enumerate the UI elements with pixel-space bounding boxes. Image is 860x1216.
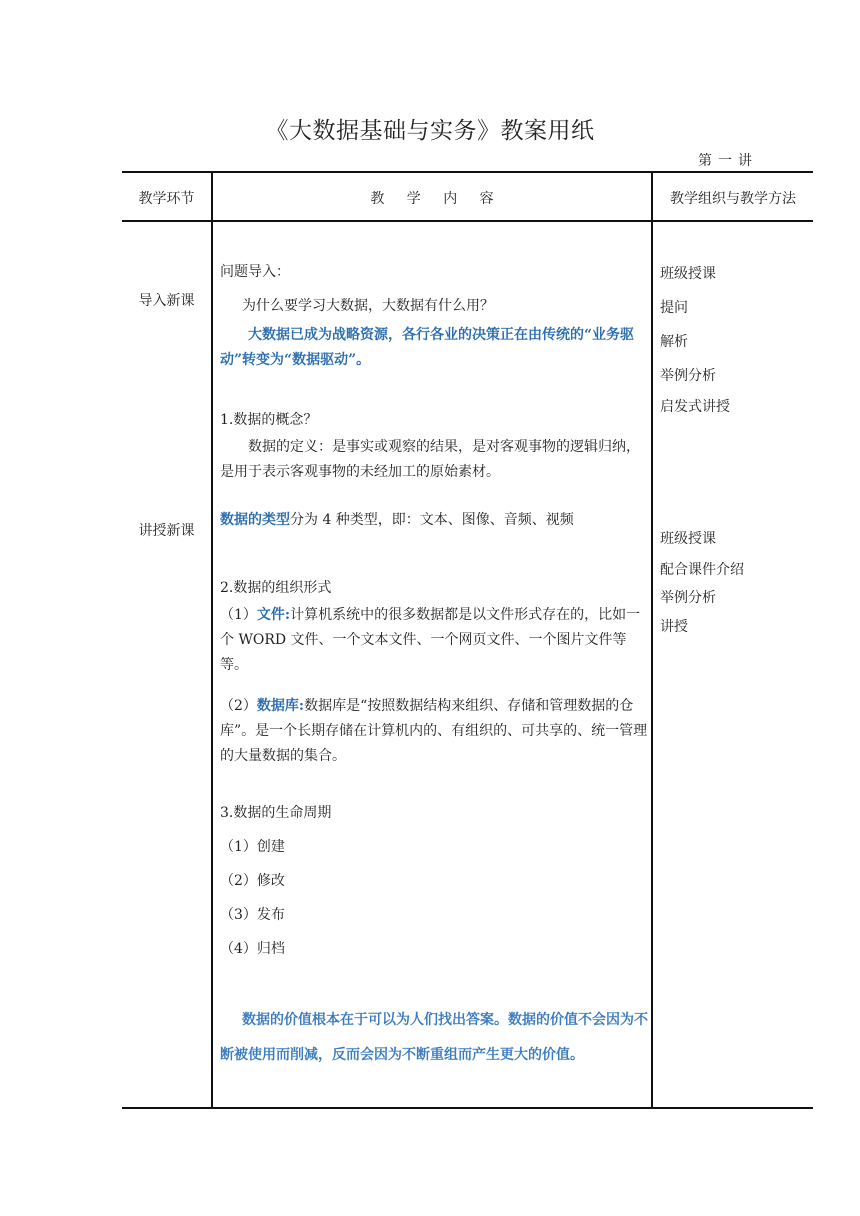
db-prefix: （2） xyxy=(220,698,257,714)
stage-intro: 导入新课 xyxy=(138,293,195,309)
method-item: 举例分析 xyxy=(660,590,716,606)
database-paragraph xyxy=(220,694,650,769)
method-item: 解析 xyxy=(660,334,688,350)
file-prefix: （1） xyxy=(220,607,257,623)
column-divider-2 xyxy=(651,171,653,1109)
header-stage: 教学环节 xyxy=(138,191,195,207)
method-item: 班级授课 xyxy=(660,531,716,547)
highlight-strategic-resource: 大数据已成为战略资源，各行各业的决策正在由传统的“业务驱动”转变为“数据驱动”。 xyxy=(220,327,635,368)
method-item: 班级授课 xyxy=(660,266,716,282)
method-item: 配合课件介绍 xyxy=(660,562,744,578)
data-types-text: 分为 4 种类型，即：文本、图像、音频、视频 xyxy=(290,512,574,528)
question-title: 问题导入： xyxy=(220,264,290,280)
section-1-title: 1.数据的概念？ xyxy=(220,412,318,428)
column-divider-1 xyxy=(211,171,213,1109)
lifecycle-item: （2）修改 xyxy=(220,873,285,889)
method-item: 举例分析 xyxy=(660,368,716,384)
db-text: 数据库是“按照数据结构来组织、存储和管理数据的仓库”。是一个长期存储在计算机内的、有组织的、可共享的、统一管理的大量数据的集合。 xyxy=(220,698,648,764)
lifecycle-item: （3）发布 xyxy=(220,907,285,923)
section-2-title: 2.数据的组织形式 xyxy=(220,580,332,596)
method-item: 启发式讲授 xyxy=(660,399,730,415)
lecture-number: 第一讲 xyxy=(698,153,758,169)
section-1-definition: 数据的定义：是事实或观察的结果，是对客观事物的逻辑归纳，是用于表示客观事物的未经加工的原始素材。 xyxy=(220,439,640,480)
file-text: 计算机系统中的很多数据都是以文件形式存在的，比如一个 WORD 文件、一个文本文件、一个网页文件、一个图片文件等等。 xyxy=(220,607,641,673)
file-label: 文件: xyxy=(256,607,291,623)
lifecycle-item: （4）归档 xyxy=(220,941,285,957)
section-3-title: 3.数据的生命周期 xyxy=(220,805,332,821)
table-top-border xyxy=(122,171,813,173)
db-label: 数据库: xyxy=(256,698,305,714)
data-types-label: 数据的类型 xyxy=(220,512,290,528)
header-methods: 教学组织与教学方法 xyxy=(670,191,796,207)
method-item: 提问 xyxy=(660,300,688,316)
lifecycle-item: （1）创建 xyxy=(220,839,285,855)
header-bottom-border xyxy=(122,220,813,222)
header-content: 教 学 内 容 xyxy=(370,191,494,207)
data-types-line xyxy=(220,508,650,533)
page-title: 《大数据基础与实务》教案用纸 xyxy=(265,118,595,144)
table-bottom-border xyxy=(122,1107,813,1109)
file-paragraph xyxy=(220,603,650,678)
question-text: 为什么要学习大数据，大数据有什么用？ xyxy=(242,298,494,314)
method-item: 讲授 xyxy=(660,619,688,635)
highlight-data-value: 数据的价值根本在于可以为人们找出答案。数据的价值不会因为不断被使用而削减，反而会因为不断重组而产生更大的价值。 xyxy=(220,1012,648,1063)
stage-teach: 讲授新课 xyxy=(138,523,195,539)
